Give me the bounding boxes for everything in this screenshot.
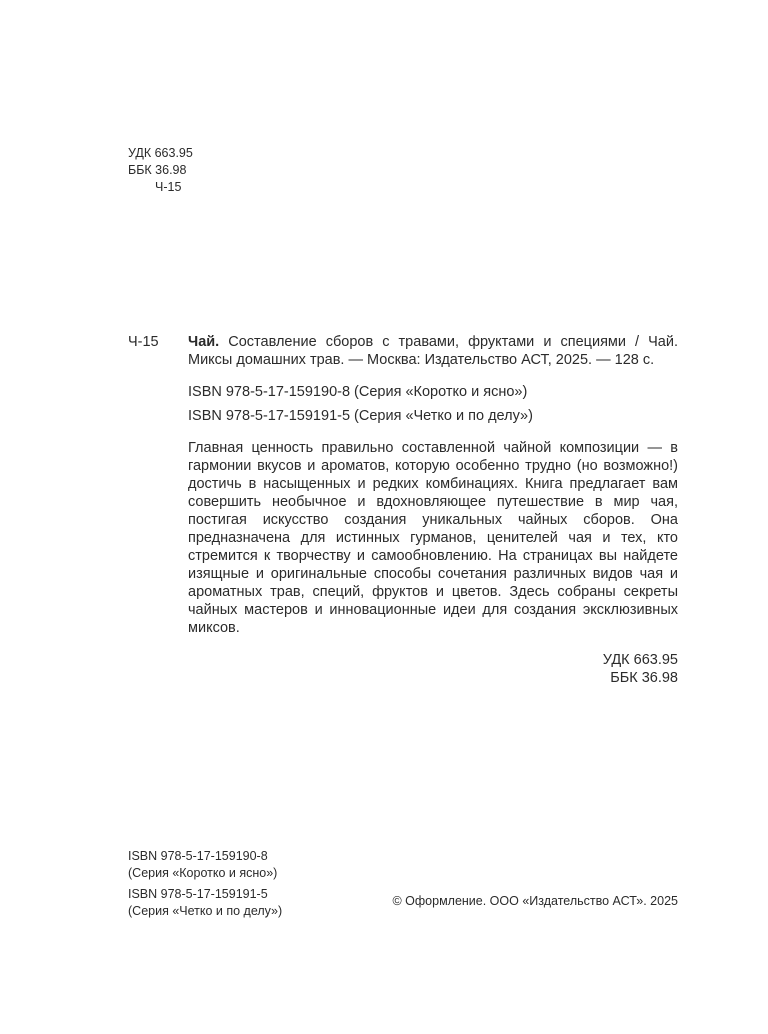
footer-series-2: (Серия «Четко и по делу»)	[128, 904, 283, 918]
top-classification-codes	[128, 145, 193, 196]
udk-code: УДК 663.95	[128, 146, 193, 160]
entry-heading	[188, 333, 678, 369]
annotation: Главная ценность правильно составленной чайной композиции — в гармонии вкусов и ароматов, которую особенно трудно (но возможно!) достичь в насыщенных и редких комбинациях. Книга предлагает вам совершить необычное и вдохновляющее путешествие в мир чая, постигая искусство создания уникальных чайных сборов. Она предназначена для истинных гурманов, ценителей чая и тех, кто стремится к творчеству и самообновлению. На страницах вы найдете изящные и оригинальные способы сочетания различных видов чая и ароматных трав, специй, фруктов и цветов. Здесь собраны секреты чайных мастеров и инновационные идеи для создания эксклюзивных миксов.	[188, 440, 678, 636]
entry-isbn-1: ISBN 978-5-17-159190-8 (Серия «Коротко и ясно»)	[188, 384, 528, 400]
entry-isbn-list	[188, 383, 678, 425]
footer-isbn-group-1	[128, 848, 282, 882]
footer-series-1: (Серия «Коротко и ясно»)	[128, 866, 278, 880]
entry-description: Составление сборов с травами, фруктами и специями / Чай. Миксы домашних трав. — Москва: Издательство АСТ, 2025. — 128 с.	[188, 334, 678, 368]
copyright-notice: © Оформление. ООО «Издательство АСТ». 2025	[392, 894, 678, 908]
footer-isbn-group-2	[128, 886, 282, 920]
footer-isbn-block	[128, 848, 282, 924]
entry-isbn-2: ISBN 978-5-17-159191-5 (Серия «Четко и по делу»)	[188, 408, 533, 424]
entry-title: Чай.	[188, 334, 220, 350]
entry-classification-codes	[188, 651, 678, 687]
footer-isbn-1: ISBN 978-5-17-159190-8	[128, 849, 268, 863]
bbk-code: ББК 36.98	[128, 163, 187, 177]
author-mark: Ч-15	[155, 180, 182, 194]
footer-isbn-2: ISBN 978-5-17-159191-5	[128, 887, 268, 901]
bibliographic-entry	[188, 333, 678, 687]
entry-udk-code: УДК 663.95	[602, 652, 678, 668]
entry-author-mark: Ч-15	[128, 334, 159, 350]
entry-bbk-code: ББК 36.98	[610, 670, 678, 686]
